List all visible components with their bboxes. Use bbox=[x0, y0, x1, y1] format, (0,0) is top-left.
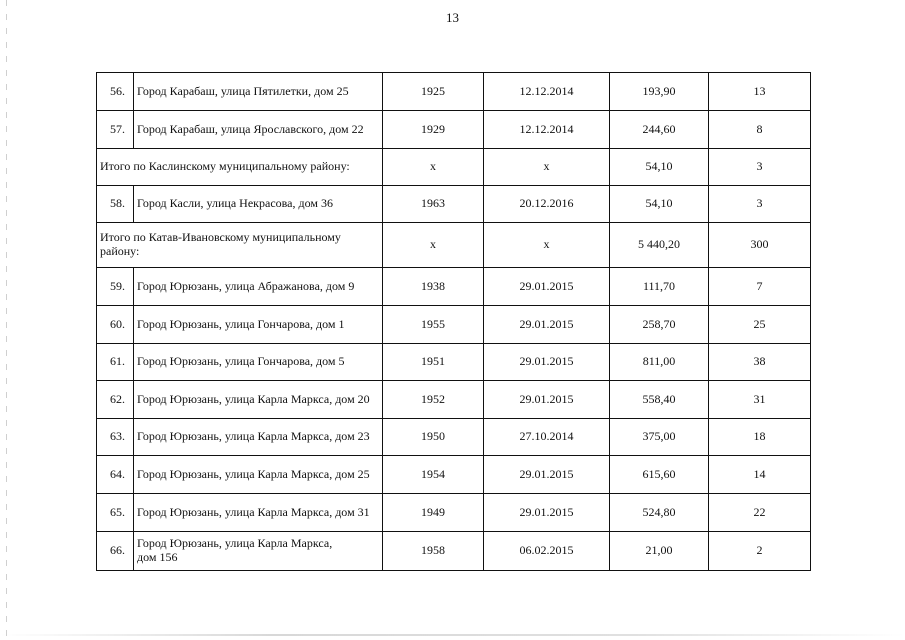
total-label-cell: Итого по Каслинскому муниципальному району: bbox=[97, 149, 383, 186]
area-cell: 5 440,20 bbox=[610, 223, 709, 268]
row-number-cell: 66. bbox=[97, 532, 134, 571]
count-cell: 31 bbox=[709, 381, 811, 419]
date-cell: 12.12.2014 bbox=[484, 111, 610, 149]
table-row bbox=[97, 111, 811, 149]
date-cell: 29.01.2015 bbox=[484, 381, 610, 419]
count-cell: 14 bbox=[709, 456, 811, 494]
count-cell: 8 bbox=[709, 111, 811, 149]
area-cell: 558,40 bbox=[610, 381, 709, 419]
count-cell: 25 bbox=[709, 306, 811, 344]
year-cell: 1949 bbox=[383, 494, 484, 532]
date-cell: 29.01.2015 bbox=[484, 268, 610, 306]
row-number-cell: 63. bbox=[97, 419, 134, 456]
table-row bbox=[97, 73, 811, 111]
row-number-cell: 59. bbox=[97, 268, 134, 306]
year-cell: 1925 bbox=[383, 73, 484, 111]
total-label-cell: Итого по Катав-Ивановскому муниципальному району: bbox=[97, 223, 383, 268]
address-cell: Город Юрюзань, улица Гончарова, дом 1 bbox=[134, 306, 383, 344]
date-cell: 12.12.2014 bbox=[484, 73, 610, 111]
row-number-cell: 58. bbox=[97, 186, 134, 223]
year-cell: 1938 bbox=[383, 268, 484, 306]
area-cell: 524,80 bbox=[610, 494, 709, 532]
year-cell: 1954 bbox=[383, 456, 484, 494]
area-cell: 111,70 bbox=[610, 268, 709, 306]
count-cell: 7 bbox=[709, 268, 811, 306]
table-row bbox=[97, 456, 811, 494]
page-number: 13 bbox=[446, 10, 459, 25]
area-cell: 54,10 bbox=[610, 149, 709, 186]
address-cell: Город Карабаш, улица Ярославского, дом 22 bbox=[134, 111, 383, 149]
address-cell bbox=[134, 532, 383, 571]
count-cell: 22 bbox=[709, 494, 811, 532]
address-cell: Город Юрюзань, улица Карла Маркса, дом 31 bbox=[134, 494, 383, 532]
address-cell: Город Юрюзань, улица Абражанова, дом 9 bbox=[134, 268, 383, 306]
date-cell: x bbox=[484, 149, 610, 186]
area-cell: 21,00 bbox=[610, 532, 709, 571]
area-cell: 375,00 bbox=[610, 419, 709, 456]
year-cell: 1958 bbox=[383, 532, 484, 571]
address-line-1: Город Юрюзань, улица Карла Маркса, bbox=[137, 536, 333, 551]
count-cell: 2 bbox=[709, 532, 811, 571]
date-cell: 29.01.2015 bbox=[484, 456, 610, 494]
row-number-cell: 56. bbox=[97, 73, 134, 111]
row-number-cell: 57. bbox=[97, 111, 134, 149]
count-cell: 38 bbox=[709, 344, 811, 381]
count-cell: 300 bbox=[709, 223, 811, 268]
address-cell: Город Юрюзань, улица Гончарова, дом 5 bbox=[134, 344, 383, 381]
address-line-2: дом 156 bbox=[137, 550, 178, 564]
table-total-row bbox=[97, 223, 811, 268]
year-cell: 1955 bbox=[383, 306, 484, 344]
year-cell: x bbox=[383, 149, 484, 186]
table-row bbox=[97, 268, 811, 306]
address-cell: Город Карабаш, улица Пятилетки, дом 25 bbox=[134, 73, 383, 111]
housing-register-table bbox=[96, 72, 811, 571]
address-cell: Город Юрюзань, улица Карла Маркса, дом 25 bbox=[134, 456, 383, 494]
date-cell: 29.01.2015 bbox=[484, 494, 610, 532]
year-cell: 1950 bbox=[383, 419, 484, 456]
date-cell: 06.02.2015 bbox=[484, 532, 610, 571]
table-row bbox=[97, 532, 811, 571]
scan-edge-left bbox=[6, 0, 7, 640]
table-row bbox=[97, 494, 811, 532]
date-cell: x bbox=[484, 223, 610, 268]
count-cell: 3 bbox=[709, 149, 811, 186]
table-total-row bbox=[97, 149, 811, 186]
row-number-cell: 65. bbox=[97, 494, 134, 532]
year-cell: 1929 bbox=[383, 111, 484, 149]
count-cell: 18 bbox=[709, 419, 811, 456]
table-row bbox=[97, 186, 811, 223]
area-cell: 811,00 bbox=[610, 344, 709, 381]
scan-edge-bottom bbox=[0, 634, 905, 636]
date-cell: 27.10.2014 bbox=[484, 419, 610, 456]
area-cell: 244,60 bbox=[610, 111, 709, 149]
table-row bbox=[97, 344, 811, 381]
date-cell: 29.01.2015 bbox=[484, 344, 610, 381]
address-cell: Город Касли, улица Некрасова, дом 36 bbox=[134, 186, 383, 223]
address-cell: Город Юрюзань, улица Карла Маркса, дом 20 bbox=[134, 381, 383, 419]
area-cell: 193,90 bbox=[610, 73, 709, 111]
table-row bbox=[97, 381, 811, 419]
area-cell: 54,10 bbox=[610, 186, 709, 223]
year-cell: x bbox=[383, 223, 484, 268]
year-cell: 1952 bbox=[383, 381, 484, 419]
row-number-cell: 64. bbox=[97, 456, 134, 494]
count-cell: 3 bbox=[709, 186, 811, 223]
row-number-cell: 61. bbox=[97, 344, 134, 381]
register-body bbox=[97, 73, 811, 571]
year-cell: 1963 bbox=[383, 186, 484, 223]
date-cell: 29.01.2015 bbox=[484, 306, 610, 344]
area-cell: 258,70 bbox=[610, 306, 709, 344]
area-cell: 615,60 bbox=[610, 456, 709, 494]
date-cell: 20.12.2016 bbox=[484, 186, 610, 223]
address-cell: Город Юрюзань, улица Карла Маркса, дом 23 bbox=[134, 419, 383, 456]
table-row bbox=[97, 306, 811, 344]
row-number-cell: 62. bbox=[97, 381, 134, 419]
count-cell: 13 bbox=[709, 73, 811, 111]
table-row bbox=[97, 419, 811, 456]
row-number-cell: 60. bbox=[97, 306, 134, 344]
year-cell: 1951 bbox=[383, 344, 484, 381]
